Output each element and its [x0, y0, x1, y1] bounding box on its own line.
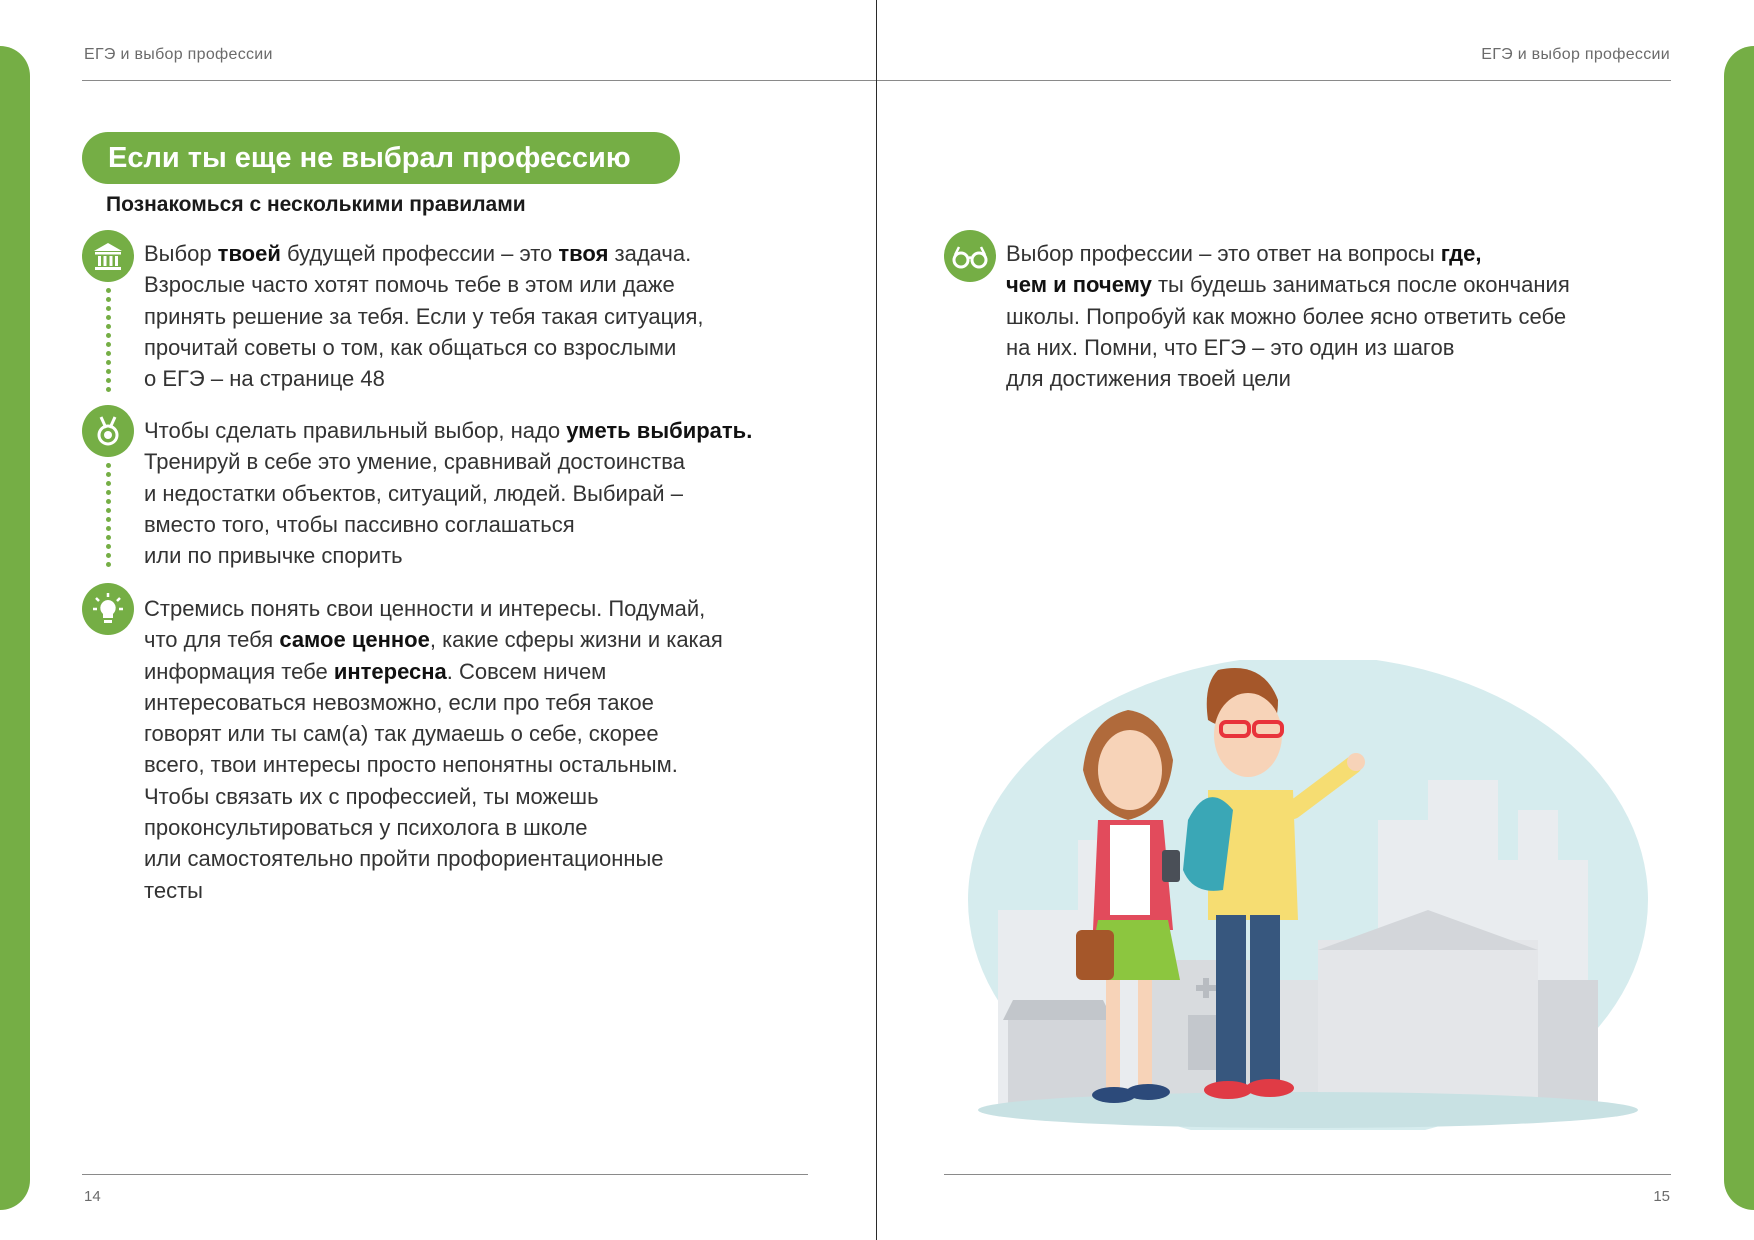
- text-run: . Совсем ничем: [446, 658, 607, 684]
- page-fold-line: [876, 0, 877, 1240]
- page-number-right: 15: [1653, 1188, 1670, 1205]
- rule-paragraph-2: [144, 415, 752, 571]
- text-line: для достижения твоей цели: [1006, 366, 1291, 392]
- text-line: [144, 656, 723, 687]
- section-subtitle: Познакомься с несколькими правилами: [106, 193, 526, 216]
- footer-rule-right: [944, 1174, 1671, 1175]
- glasses-icon: [944, 230, 996, 282]
- text-line: или по привычке спорить: [144, 543, 403, 569]
- text-run: , какие сферы жизни и какая: [429, 627, 723, 653]
- institution-icon: [82, 230, 134, 282]
- right-edge-bar: [1724, 46, 1754, 1210]
- footer-rule-left: [82, 1174, 808, 1175]
- text-line: говорят или ты сам(а) так думаешь о себе, скорее: [144, 721, 659, 747]
- section-title: Если ты еще не выбрал профессию: [82, 132, 680, 184]
- header-rule-right: [877, 80, 1671, 81]
- text-line: или самостоятельно пройти профориентационные: [144, 846, 664, 872]
- text-run: информация тебе: [144, 658, 334, 684]
- ground: [978, 1092, 1638, 1128]
- text-line: всего, твои интересы просто непонятны остальным.: [144, 752, 678, 778]
- bold-text: уметь выбирать.: [566, 418, 753, 443]
- text-line: прочитай советы о том, как общаться со взрослыми: [144, 334, 677, 360]
- text-line: Чтобы связать их с профессией, ты можешь: [144, 783, 599, 809]
- text-line: проконсультироваться у психолога в школе: [144, 815, 588, 841]
- text-line: интересоваться невозможно, если про тебя такое: [144, 689, 654, 715]
- text-run: Чтобы сделать правильный выбор, надо: [144, 418, 567, 443]
- rule-paragraph-3: [144, 593, 723, 906]
- connector-dots-1: [105, 288, 111, 396]
- text-run: задача.: [608, 241, 692, 266]
- medal-icon: [82, 405, 134, 457]
- text-line: вместо того, чтобы пассивно соглашаться: [144, 511, 575, 537]
- text-run: ты будешь заниматься после окончания: [1151, 272, 1570, 298]
- page-number-left: 14: [84, 1188, 101, 1205]
- text-line: о ЕГЭ – на странице 48: [144, 366, 385, 392]
- text-run: будущей профессии – это: [280, 241, 559, 266]
- text-line: Стремись понять свои ценности и интересы. Подумай,: [144, 596, 706, 621]
- bold-text: чем и почему: [1006, 272, 1152, 298]
- lightbulb-icon: [82, 583, 134, 635]
- text-line: [1006, 269, 1570, 300]
- text-line: [1006, 238, 1570, 269]
- text-line: школы. Попробуй как можно более ясно ответить себе: [1006, 303, 1567, 329]
- running-head-left: ЕГЭ и выбор профессии: [84, 46, 273, 63]
- rule-paragraph-1: [144, 238, 704, 394]
- running-head-right: ЕГЭ и выбор профессии: [1481, 46, 1670, 63]
- text-line: Тренируй в себе это умение, сравнивай достоинства: [144, 449, 685, 475]
- bold-text: твоей: [217, 241, 281, 266]
- text-line: принять решение за тебя. Если у тебя такая ситуация,: [144, 303, 704, 329]
- right-paragraph: [1006, 238, 1570, 394]
- text-line: на них. Помни, что ЕГЭ – это один из шагов: [1006, 334, 1455, 360]
- bold-text: где,: [1440, 241, 1482, 266]
- left-edge-bar: [0, 46, 30, 1210]
- header-rule-left: [82, 80, 876, 81]
- bold-text: твоя: [558, 241, 609, 266]
- text-line: [144, 238, 704, 269]
- text-line: тесты: [144, 877, 203, 903]
- text-line: Взрослые часто хотят помочь тебе в этом или даже: [144, 272, 675, 298]
- bold-text: интересна: [333, 658, 447, 684]
- text-run: Выбор: [144, 241, 218, 266]
- text-line: [144, 415, 752, 446]
- text-line: и недостатки объектов, ситуаций, людей. Выбирай –: [144, 480, 683, 506]
- students-illustration: [958, 660, 1678, 1130]
- text-run: что для тебя: [144, 627, 280, 653]
- connector-dots-2: [105, 463, 111, 571]
- bold-text: самое ценное: [279, 627, 430, 653]
- text-run: Выбор профессии – это ответ на вопросы: [1006, 241, 1441, 266]
- text-line: [144, 624, 723, 655]
